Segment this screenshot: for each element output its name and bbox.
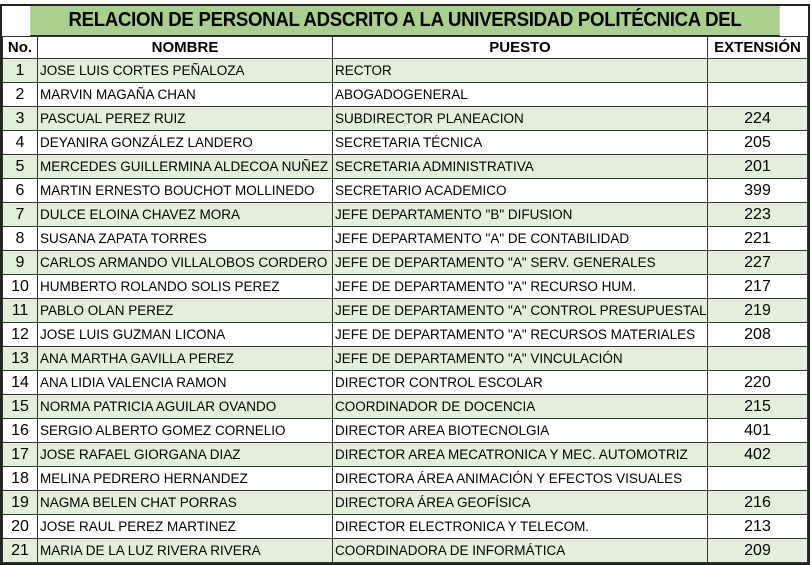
cell-no[interactable]: 14 bbox=[3, 371, 38, 395]
cell-puesto[interactable]: JEFE DEPARTAMENTO "A" DE CONTABILIDAD bbox=[333, 227, 708, 251]
cell-extension[interactable]: 215 bbox=[708, 395, 808, 419]
cell-nombre[interactable]: SERGIO ALBERTO GOMEZ CORNELIO bbox=[38, 419, 333, 443]
cell-nombre[interactable]: JOSE LUIS CORTES PEÑALOZA bbox=[38, 59, 333, 83]
cell-extension[interactable]: 208 bbox=[708, 323, 808, 347]
table-row bbox=[3, 107, 808, 131]
cell-puesto[interactable]: COORDINADORA DE INFORMÁTICA bbox=[333, 539, 708, 563]
cell-no[interactable]: 4 bbox=[3, 131, 38, 155]
cell-no[interactable]: 19 bbox=[3, 491, 38, 515]
cell-nombre[interactable]: MARVIN MAGAÑA CHAN bbox=[38, 83, 333, 107]
table-row bbox=[3, 395, 808, 419]
table-row bbox=[3, 347, 808, 371]
cell-extension[interactable] bbox=[708, 83, 808, 107]
table-row bbox=[3, 443, 808, 467]
table-row bbox=[3, 155, 808, 179]
cell-nombre[interactable]: PASCUAL PEREZ RUIZ bbox=[38, 107, 333, 131]
cell-no[interactable]: 9 bbox=[3, 251, 38, 275]
table-row bbox=[3, 371, 808, 395]
cell-extension[interactable]: 401 bbox=[708, 419, 808, 443]
cell-puesto[interactable]: SUBDIRECTOR PLANEACION bbox=[333, 107, 708, 131]
cell-extension[interactable]: 224 bbox=[708, 107, 808, 131]
cell-no[interactable]: 20 bbox=[3, 515, 38, 539]
cell-puesto[interactable]: DIRECTOR ELECTRONICA Y TELECOM. bbox=[333, 515, 708, 539]
cell-extension[interactable]: 227 bbox=[708, 251, 808, 275]
cell-puesto[interactable]: DIRECTORA ÁREA ANIMACIÓN Y EFECTOS VISUALES bbox=[333, 467, 708, 491]
table-row bbox=[3, 275, 808, 299]
cell-extension[interactable] bbox=[708, 347, 808, 371]
cell-extension[interactable]: 402 bbox=[708, 443, 808, 467]
table-row bbox=[3, 179, 808, 203]
cell-nombre[interactable]: NAGMA BELEN CHAT PORRAS bbox=[38, 491, 333, 515]
table-row bbox=[3, 467, 808, 491]
personnel-table bbox=[2, 36, 808, 563]
cell-extension[interactable]: 209 bbox=[708, 539, 808, 563]
header-no[interactable]: No. bbox=[3, 37, 38, 59]
cell-nombre[interactable]: CARLOS ARMANDO VILLALOBOS CORDERO bbox=[38, 251, 333, 275]
cell-nombre[interactable]: DEYANIRA GONZÁLEZ LANDERO bbox=[38, 131, 333, 155]
cell-no[interactable]: 15 bbox=[3, 395, 38, 419]
table-row bbox=[3, 59, 808, 83]
cell-nombre[interactable]: ANA MARTHA GAVILLA PEREZ bbox=[38, 347, 333, 371]
table-row bbox=[3, 299, 808, 323]
cell-nombre[interactable]: PABLO OLAN PEREZ bbox=[38, 299, 333, 323]
cell-no[interactable]: 8 bbox=[3, 227, 38, 251]
header-extension[interactable]: EXTENSIÓN bbox=[708, 37, 808, 59]
cell-nombre[interactable]: NORMA PATRICIA AGUILAR OVANDO bbox=[38, 395, 333, 419]
cell-puesto[interactable]: ABOGADOGENERAL bbox=[333, 83, 708, 107]
cell-extension[interactable]: 220 bbox=[708, 371, 808, 395]
table-row bbox=[3, 539, 808, 563]
cell-nombre[interactable]: SUSANA ZAPATA TORRES bbox=[38, 227, 333, 251]
cell-nombre[interactable]: JOSE RAUL PEREZ MARTINEZ bbox=[38, 515, 333, 539]
cell-nombre[interactable]: ANA LIDIA VALENCIA RAMON bbox=[38, 371, 333, 395]
cell-nombre[interactable]: MARTIN ERNESTO BOUCHOT MOLLINEDO bbox=[38, 179, 333, 203]
cell-puesto[interactable]: SECRETARIA TÉCNICA bbox=[333, 131, 708, 155]
table-row bbox=[3, 203, 808, 227]
table-row bbox=[3, 227, 808, 251]
cell-puesto[interactable]: JEFE DE DEPARTAMENTO "A" RECURSO HUM. bbox=[333, 275, 708, 299]
cell-extension[interactable] bbox=[708, 59, 808, 83]
cell-no[interactable]: 13 bbox=[3, 347, 38, 371]
cell-extension[interactable] bbox=[708, 467, 808, 491]
cell-nombre[interactable]: DULCE ELOINA CHAVEZ MORA bbox=[38, 203, 333, 227]
cell-nombre[interactable]: JOSE LUIS GUZMAN LICONA bbox=[38, 323, 333, 347]
cell-no[interactable]: 12 bbox=[3, 323, 38, 347]
cell-puesto[interactable]: RECTOR bbox=[333, 59, 708, 83]
sheet-title: RELACION DE PERSONAL ADSCRITO A LA UNIVERSIDAD POLITÉCNICA DEL bbox=[30, 6, 780, 36]
table-row bbox=[3, 491, 808, 515]
cell-no[interactable]: 18 bbox=[3, 467, 38, 491]
cell-puesto[interactable]: DIRECTOR AREA MECATRONICA Y MEC. AUTOMOTRIZ bbox=[333, 443, 708, 467]
header-nombre[interactable]: NOMBRE bbox=[38, 37, 333, 59]
cell-puesto[interactable]: JEFE DE DEPARTAMENTO "A" RECURSOS MATERIALES bbox=[333, 323, 708, 347]
cell-puesto[interactable]: JEFE DEPARTAMENTO "B" DIFUSION bbox=[333, 203, 708, 227]
cell-extension[interactable]: 221 bbox=[708, 227, 808, 251]
cell-no[interactable]: 3 bbox=[3, 107, 38, 131]
cell-nombre[interactable]: MARIA DE LA LUZ RIVERA RIVERA bbox=[38, 539, 333, 563]
cell-puesto[interactable]: DIRECTOR CONTROL ESCOLAR bbox=[333, 371, 708, 395]
cell-no[interactable]: 2 bbox=[3, 83, 38, 107]
cell-puesto[interactable]: DIRECTORA ÁREA GEOFÍSICA bbox=[333, 491, 708, 515]
personnel-sheet bbox=[0, 4, 810, 565]
cell-extension[interactable]: 223 bbox=[708, 203, 808, 227]
cell-nombre[interactable]: MERCEDES GUILLERMINA ALDECOA NUÑEZ bbox=[38, 155, 333, 179]
cell-no[interactable]: 1 bbox=[3, 59, 38, 83]
cell-no[interactable]: 7 bbox=[3, 203, 38, 227]
cell-puesto[interactable]: DIRECTOR AREA BIOTECNOLGIA bbox=[333, 419, 708, 443]
cell-puesto[interactable]: COORDINADOR DE DOCENCIA bbox=[333, 395, 708, 419]
cell-no[interactable]: 17 bbox=[3, 443, 38, 467]
cell-puesto[interactable]: JEFE DE DEPARTAMENTO "A" CONTROL PRESUPUESTAL bbox=[333, 299, 708, 323]
table-row bbox=[3, 131, 808, 155]
cell-puesto[interactable]: SECRETARIO ACADEMICO bbox=[333, 179, 708, 203]
cell-extension[interactable]: 216 bbox=[708, 491, 808, 515]
table-row bbox=[3, 515, 808, 539]
cell-nombre[interactable]: JOSE RAFAEL GIORGANA DIAZ bbox=[38, 443, 333, 467]
cell-puesto[interactable]: SECRETARIA ADMINISTRATIVA bbox=[333, 155, 708, 179]
cell-no[interactable]: 21 bbox=[3, 539, 38, 563]
cell-puesto[interactable]: JEFE DE DEPARTAMENTO "A" VINCULACIÓN bbox=[333, 347, 708, 371]
cell-extension[interactable]: 217 bbox=[708, 275, 808, 299]
header-row bbox=[3, 37, 808, 59]
table-row bbox=[3, 419, 808, 443]
cell-extension[interactable]: 213 bbox=[708, 515, 808, 539]
cell-nombre[interactable]: MELINA PEDRERO HERNANDEZ bbox=[38, 467, 333, 491]
header-puesto[interactable]: PUESTO bbox=[333, 37, 708, 59]
cell-no[interactable]: 10 bbox=[3, 275, 38, 299]
table-row bbox=[3, 323, 808, 347]
table-row bbox=[3, 83, 808, 107]
cell-no[interactable]: 5 bbox=[3, 155, 38, 179]
cell-no[interactable]: 16 bbox=[3, 419, 38, 443]
cell-no[interactable]: 11 bbox=[3, 299, 38, 323]
cell-no[interactable]: 6 bbox=[3, 179, 38, 203]
cell-extension[interactable]: 205 bbox=[708, 131, 808, 155]
cell-extension[interactable]: 219 bbox=[708, 299, 808, 323]
cell-extension[interactable]: 201 bbox=[708, 155, 808, 179]
cell-nombre[interactable]: HUMBERTO ROLANDO SOLIS PEREZ bbox=[38, 275, 333, 299]
table-row bbox=[3, 251, 808, 275]
cell-extension[interactable]: 399 bbox=[708, 179, 808, 203]
cell-puesto[interactable]: JEFE DE DEPARTAMENTO "A" SERV. GENERALES bbox=[333, 251, 708, 275]
